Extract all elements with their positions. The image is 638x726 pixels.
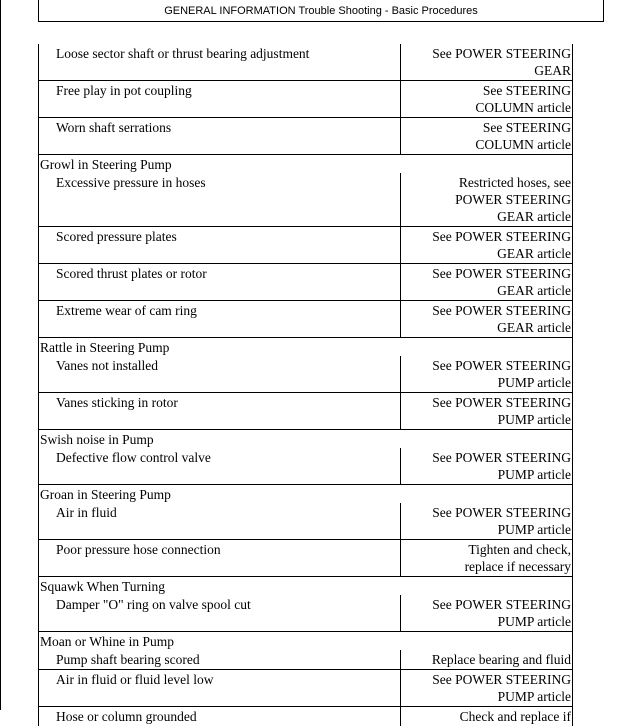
action-line: PUMP article (497, 412, 571, 427)
symptom-heading: Moan or Whine in Pump (39, 631, 572, 650)
action-cell (401, 670, 572, 706)
troubleshooting-table (38, 44, 573, 726)
symptom-heading: Rattle in Steering Pump (39, 337, 572, 356)
table-row (39, 173, 572, 226)
symptom-heading: Growl in Steering Pump (39, 154, 572, 173)
action-line: See STEERING (482, 83, 571, 98)
symptom-heading: Groan in Steering Pump (39, 484, 572, 503)
action-line: Restricted hoses, see (458, 175, 571, 190)
table-row (39, 448, 572, 484)
action-cell (401, 301, 572, 337)
table-row (39, 392, 572, 429)
action-line: See POWER STEERING (432, 450, 571, 465)
cause-cell: Air in fluid or fluid level low (39, 670, 401, 706)
action-line: See POWER STEERING (432, 672, 571, 687)
action-line: PUMP article (497, 375, 571, 390)
table-row (39, 539, 572, 576)
table-row (39, 356, 572, 392)
action-line: GEAR (534, 63, 571, 78)
cause-cell: Worn shaft serrations (39, 118, 401, 154)
cause-cell: Defective flow control valve (39, 448, 401, 484)
action-line: See POWER STEERING (432, 229, 571, 244)
action-line: PUMP article (497, 467, 571, 482)
action-line: GEAR article (497, 246, 571, 261)
cause-cell: Free play in pot coupling (39, 81, 401, 117)
cause-cell: Extreme wear of cam ring (39, 301, 401, 337)
cause-cell: Scored thrust plates or rotor (39, 264, 401, 300)
table-row (39, 44, 572, 80)
table-row (39, 669, 572, 706)
action-line: GEAR article (497, 209, 571, 224)
action-cell (401, 264, 572, 300)
cause-cell: Excessive pressure in hoses (39, 173, 401, 226)
table-row (39, 706, 572, 726)
table-row (39, 80, 572, 117)
action-cell (401, 393, 572, 429)
cause-cell: Air in fluid (39, 503, 401, 539)
action-line: See POWER STEERING (432, 597, 571, 612)
action-cell (401, 118, 572, 154)
action-line: COLUMN article (475, 100, 571, 115)
cause-cell: Vanes sticking in rotor (39, 393, 401, 429)
action-line: See POWER STEERING (432, 46, 571, 61)
action-line: GEAR article (497, 320, 571, 335)
table-row (39, 503, 572, 539)
action-cell (401, 44, 572, 80)
table-row (39, 117, 572, 154)
symptom-heading: Squawk When Turning (39, 576, 572, 595)
cause-cell: Scored pressure plates (39, 227, 401, 263)
cause-cell: Poor pressure hose connection (39, 540, 401, 576)
action-line: See POWER STEERING (432, 266, 571, 281)
table-row (39, 263, 572, 300)
cause-cell: Damper "O" ring on valve spool cut (39, 595, 401, 631)
action-line: PUMP article (497, 614, 571, 629)
action-cell (401, 356, 572, 392)
action-cell (401, 540, 572, 576)
action-line: replace if necessary (464, 559, 571, 574)
cause-cell: Vanes not installed (39, 356, 401, 392)
action-line: GEAR article (497, 283, 571, 298)
action-line: COLUMN article (475, 137, 571, 152)
action-line: Check and replace if (459, 709, 571, 724)
action-line: See POWER STEERING (432, 358, 571, 373)
action-line: See POWER STEERING (432, 303, 571, 318)
table-row (39, 595, 572, 631)
cause-cell: Hose or column grounded (39, 707, 401, 726)
action-cell (401, 650, 572, 669)
action-cell (401, 81, 572, 117)
action-line: See POWER STEERING (432, 505, 571, 520)
action-line: Replace bearing and fluid (431, 652, 571, 667)
cause-cell: Pump shaft bearing scored (39, 650, 401, 669)
action-cell (401, 595, 572, 631)
page-header (38, 0, 604, 22)
action-line: See POWER STEERING (432, 395, 571, 410)
action-line: See STEERING (482, 120, 571, 135)
action-cell (401, 448, 572, 484)
table-row (39, 650, 572, 669)
table-row (39, 300, 572, 337)
symptom-heading: Swish noise in Pump (39, 429, 572, 448)
action-cell (401, 503, 572, 539)
action-line: Tighten and check, (468, 542, 571, 557)
action-cell (401, 227, 572, 263)
action-line: PUMP article (497, 689, 571, 704)
cause-cell: Loose sector shaft or thrust bearing adjustment (39, 44, 401, 80)
header-title: GENERAL INFORMATION Trouble Shooting - Basic Procedures (164, 5, 478, 17)
action-line: POWER STEERING (455, 192, 571, 207)
action-line: PUMP article (497, 522, 571, 537)
table-row (39, 226, 572, 263)
action-cell (401, 173, 572, 226)
